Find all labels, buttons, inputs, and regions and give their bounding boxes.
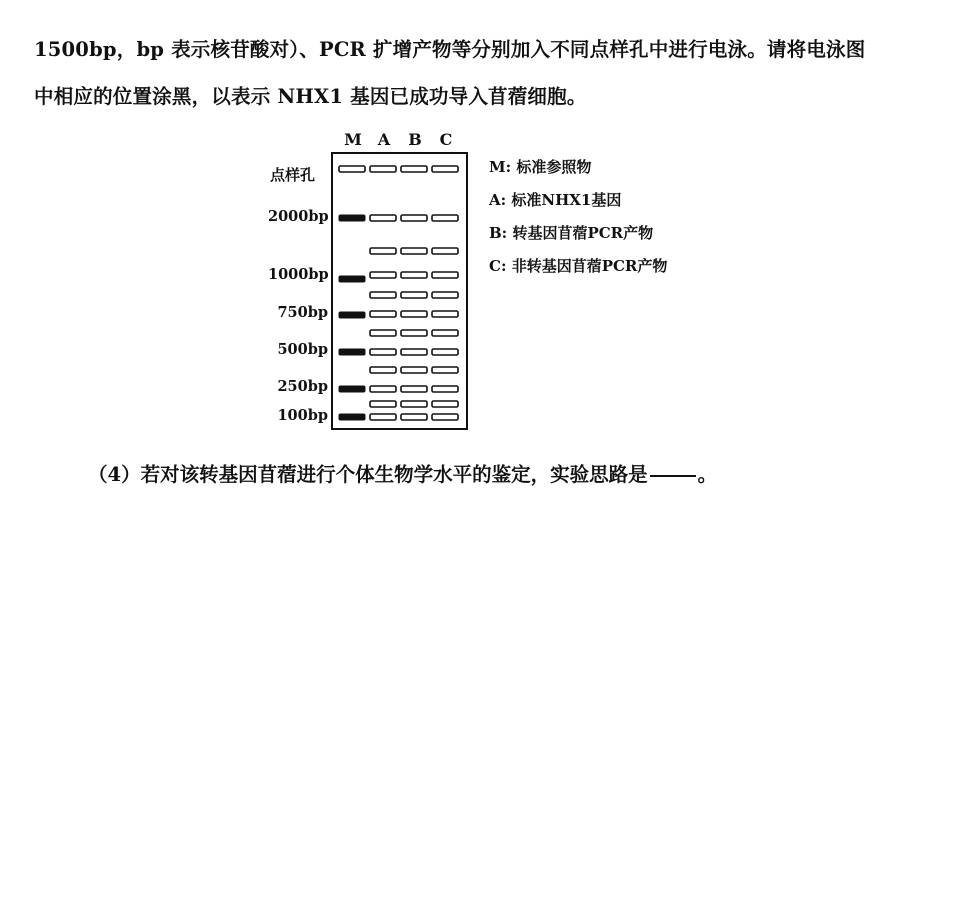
band-slot-9-3	[432, 401, 458, 407]
band-slot-3-2	[401, 292, 427, 298]
band-slot-5-2	[401, 330, 427, 336]
marker-band-3	[339, 349, 365, 355]
band-slot-7-3	[432, 367, 458, 373]
band-slot-10-2	[401, 414, 427, 420]
marker-label-1000bp: 1000bp	[268, 266, 329, 283]
lane-header-a: A	[377, 130, 391, 149]
band-slot-6-2	[401, 349, 427, 355]
lane-header-c: C	[439, 130, 453, 149]
marker-band-5	[339, 414, 365, 420]
marker-label-750bp: 750bp	[277, 304, 328, 321]
band-slot-4-3	[432, 311, 458, 317]
lane-headers	[338, 130, 468, 150]
band-slot-9-2	[401, 401, 427, 407]
gel-bands	[333, 154, 466, 428]
sample-well-3	[432, 166, 458, 172]
band-slot-0-1	[370, 215, 396, 221]
legend-b: B: 转基因苜蓿PCR产物	[489, 224, 654, 242]
band-slot-5-1	[370, 330, 396, 336]
band-slot-7-2	[401, 367, 427, 373]
marker-band-1	[339, 276, 365, 282]
band-slot-6-3	[432, 349, 458, 355]
band-slot-4-2	[401, 311, 427, 317]
band-slot-1-2	[401, 248, 427, 254]
marker-band-0	[339, 215, 365, 221]
well-row-label: 点样孔	[270, 166, 316, 184]
band-slot-1-1	[370, 248, 396, 254]
sample-well-0	[339, 166, 365, 172]
band-slot-8-2	[401, 386, 427, 392]
lane-header-b: B	[408, 130, 422, 149]
band-slot-0-3	[432, 215, 458, 221]
answer-blank[interactable]	[650, 475, 696, 477]
band-slot-8-1	[370, 386, 396, 392]
electrophoresis-gel	[331, 152, 468, 430]
band-slot-2-2	[401, 272, 427, 278]
band-slot-0-2	[401, 215, 427, 221]
paragraph-line-1: 1500bp，bp 表示核苷酸对）、PCR 扩增产物等分别加入不同点样孔中进行电泳。请将电泳图	[34, 38, 866, 61]
marker-label-500bp: 500bp	[277, 341, 328, 358]
band-slot-7-1	[370, 367, 396, 373]
lane-header-m: M	[344, 130, 362, 149]
marker-label-100bp: 100bp	[277, 407, 328, 424]
marker-band-4	[339, 386, 365, 392]
sample-well-1	[370, 166, 396, 172]
marker-band-2	[339, 312, 365, 318]
band-slot-10-1	[370, 414, 396, 420]
legend-a: A: 标准NHX1基因	[489, 191, 622, 209]
question-4-end: 。	[697, 463, 718, 486]
band-slot-2-1	[370, 272, 396, 278]
marker-label-2000bp: 2000bp	[268, 208, 329, 225]
band-slot-3-3	[432, 292, 458, 298]
paragraph-line-2: 中相应的位置涂黑，以表示 NHX1 基因已成功导入苜蓿细胞。	[34, 85, 587, 108]
band-slot-1-3	[432, 248, 458, 254]
question-4	[88, 459, 717, 487]
legend-c: C: 非转基因苜蓿PCR产物	[489, 257, 668, 275]
band-slot-10-3	[432, 414, 458, 420]
band-slot-4-1	[370, 311, 396, 317]
band-slot-6-1	[370, 349, 396, 355]
legend-m: M: 标准参照物	[489, 158, 592, 176]
marker-label-250bp: 250bp	[277, 378, 328, 395]
band-slot-9-1	[370, 401, 396, 407]
band-slot-3-1	[370, 292, 396, 298]
band-slot-5-3	[432, 330, 458, 336]
band-slot-8-3	[432, 386, 458, 392]
band-slot-2-3	[432, 272, 458, 278]
sample-well-2	[401, 166, 427, 172]
question-4-text: （4）若对该转基因苜蓿进行个体生物学水平的鉴定，实验思路是	[88, 463, 648, 486]
